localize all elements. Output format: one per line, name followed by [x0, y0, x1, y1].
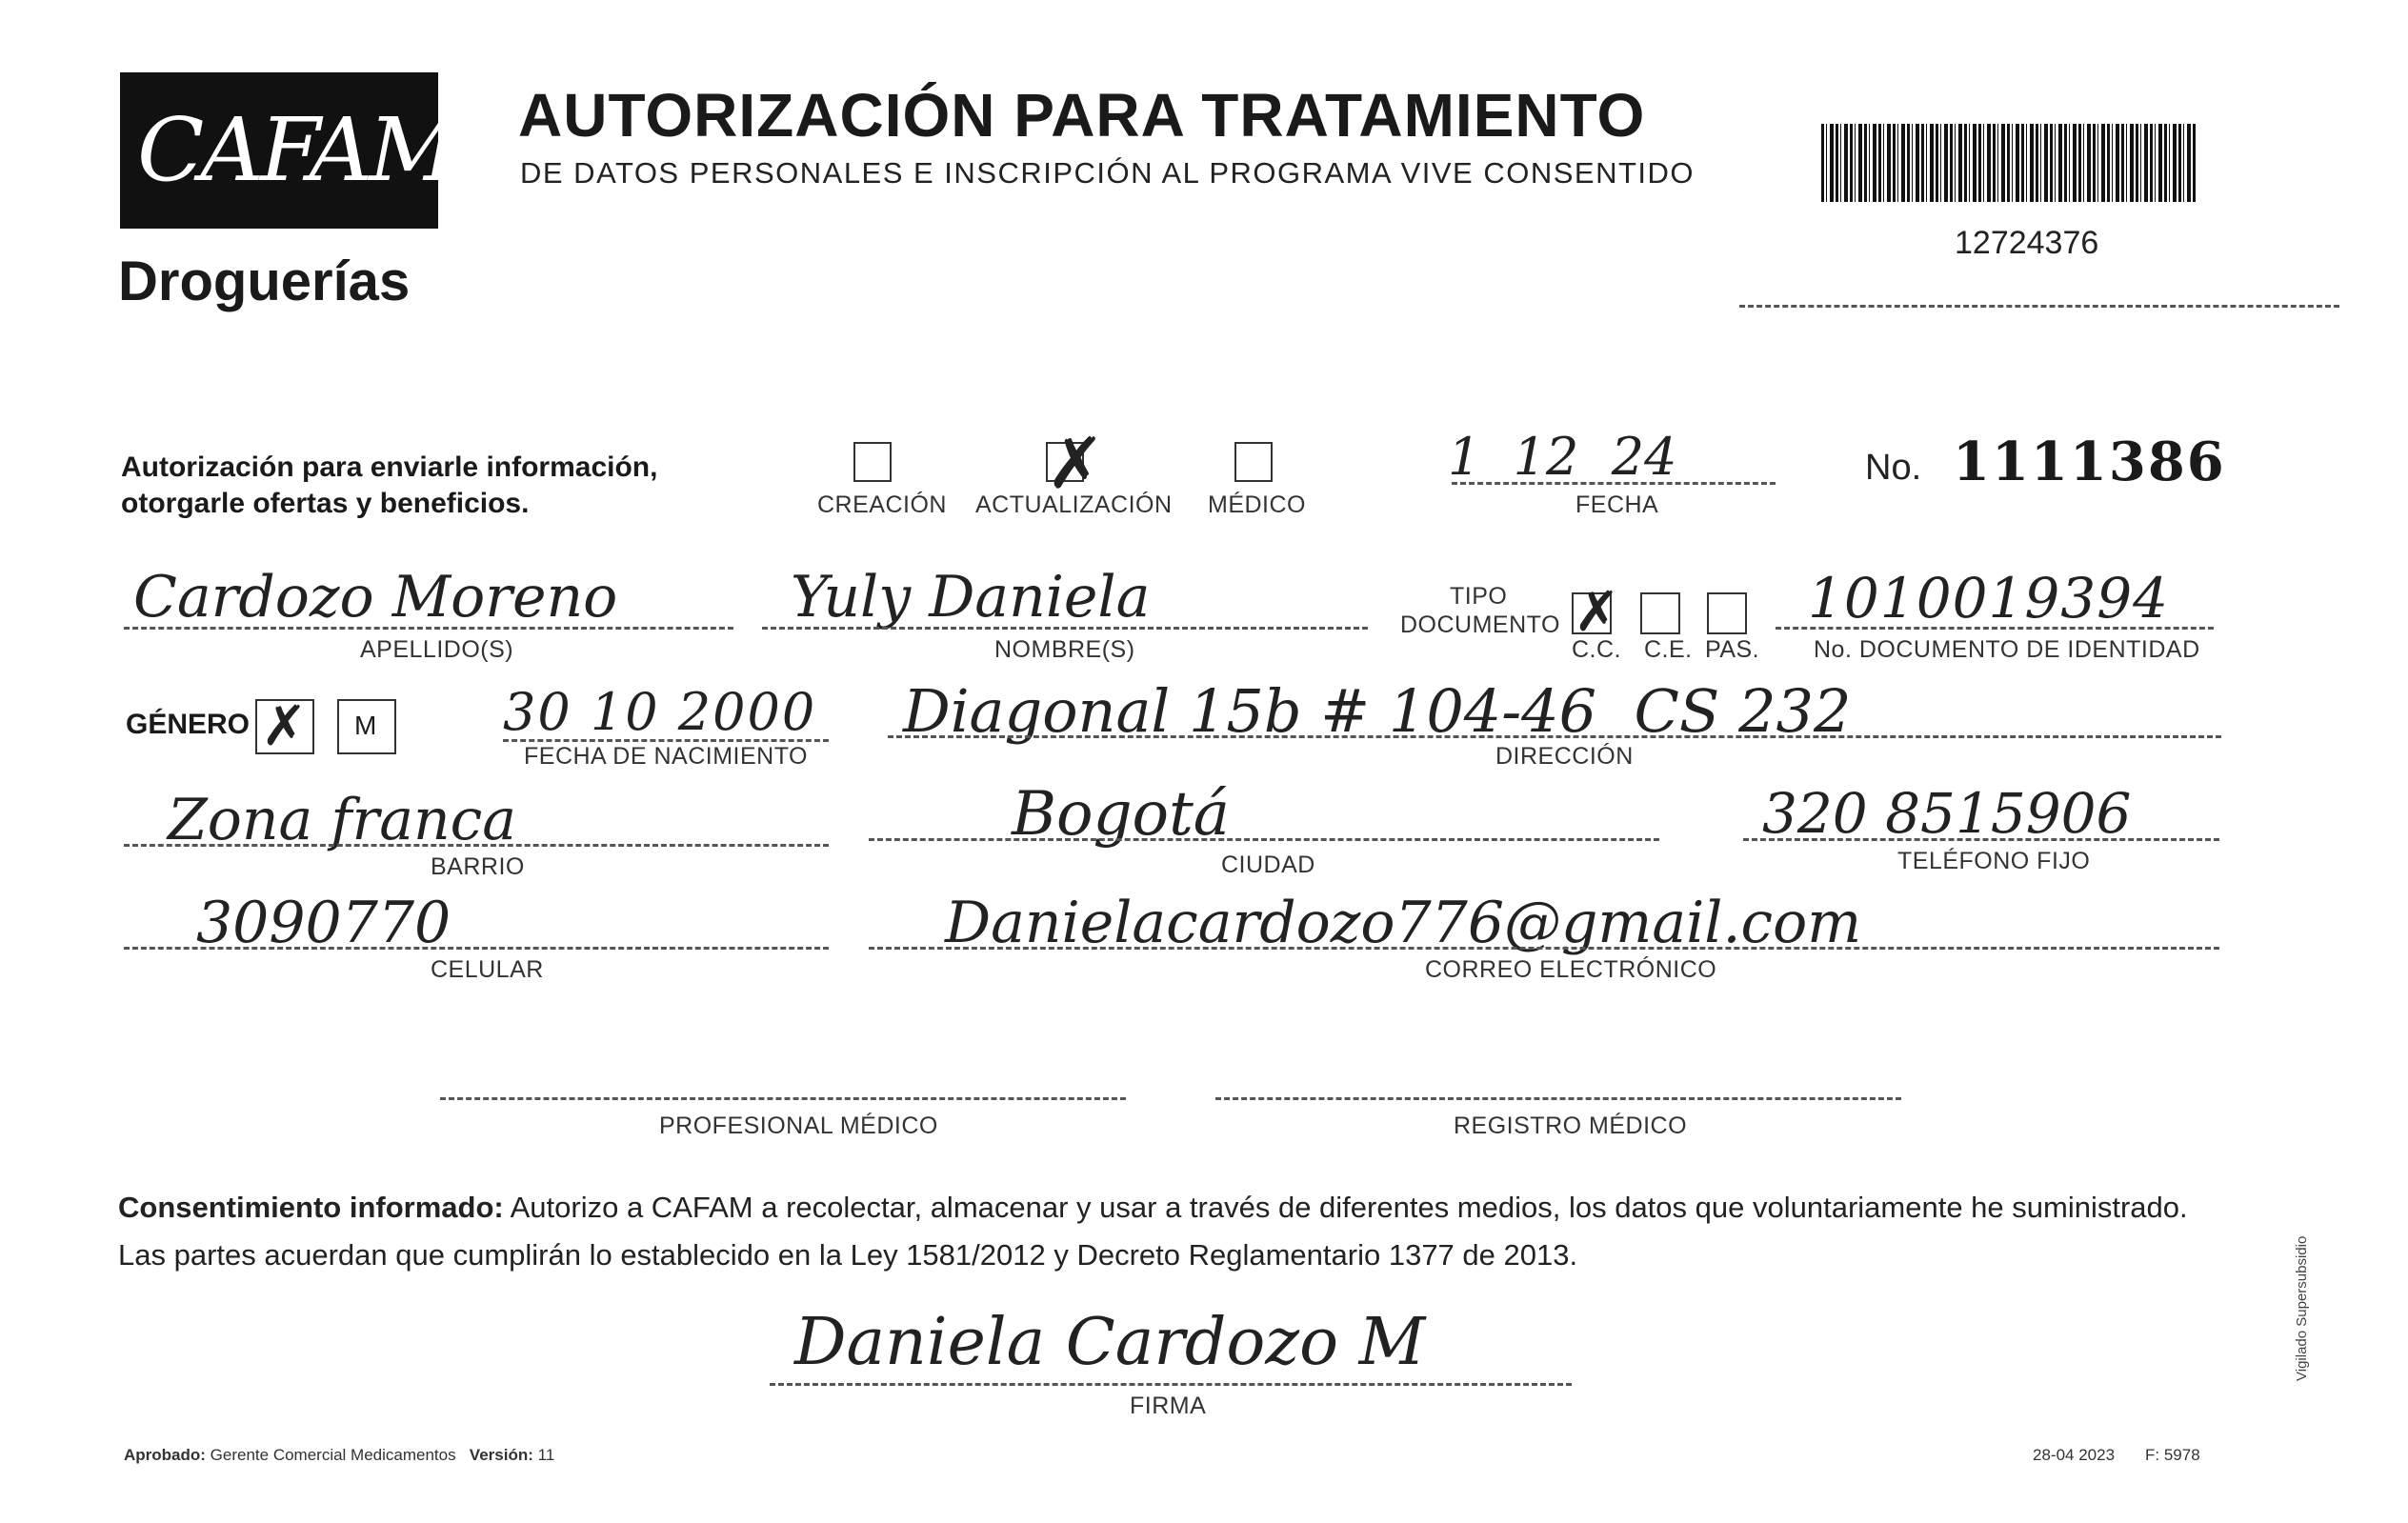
- gender-f-mark: ✗: [261, 693, 308, 758]
- consent-line-1: [118, 1191, 2188, 1225]
- email-line: [869, 947, 2219, 950]
- phone-line: [1743, 838, 2219, 841]
- city-label: CIUDAD: [1221, 852, 1315, 878]
- registry-label: REGISTRO MÉDICO: [1454, 1112, 1688, 1139]
- phone-label: TELÉFONO FIJO: [1897, 848, 2091, 874]
- doc-type-cc-label: C.C.: [1572, 636, 1621, 663]
- logo-text: CAFAM: [137, 99, 455, 201]
- barcode-number: 12724376: [1955, 225, 2099, 261]
- gender-m-letter: M: [354, 711, 377, 740]
- signature-label: FIRMA: [1130, 1393, 1207, 1419]
- doc-type-cc-mark: ✗: [1574, 579, 1620, 644]
- registry-line: [1215, 1097, 1901, 1100]
- barcode-image: [1821, 124, 2197, 202]
- name-value: Yuly Daniela: [791, 564, 1151, 631]
- doc-type-label-1: TIPO: [1450, 583, 1508, 610]
- neighborhood-label: BARRIO: [431, 853, 525, 880]
- authorization-text-line2: otorgarle ofertas y beneficios.: [121, 488, 530, 519]
- creation-checkbox[interactable]: [853, 442, 892, 482]
- approved-label: Aprobado:: [124, 1446, 206, 1464]
- form-subtitle: DE DATOS PERSONALES E INSCRIPCIÓN AL PROGRAMA VIVE CONSENTIDO: [520, 156, 1696, 190]
- version-value: 11: [537, 1446, 555, 1464]
- authorization-text-line1: Autorización para enviarle información,: [121, 451, 658, 483]
- date-value: 1 12 24: [1448, 427, 1677, 487]
- consent-text-line2: Las partes acuerdan que cumplirán lo establecido en la Ley 1581/2012 y Decreto Reglamentario 1377 de 2013.: [118, 1238, 1578, 1272]
- barcode-underline: [1739, 305, 2339, 308]
- phone-value: 320 8515906: [1762, 781, 2132, 846]
- birth-date-label: FECHA DE NACIMIENTO: [524, 743, 808, 770]
- consent-text-line1: Autorizo a CAFAM a recolectar, almacenar y usar a través de diferentes medios, los datos que voluntariamente he suministrado.: [503, 1191, 2188, 1224]
- address-label: DIRECCIÓN: [1495, 743, 1634, 770]
- date-label: FECHA: [1575, 491, 1659, 518]
- doc-type-pas-label: PAS.: [1705, 636, 1760, 663]
- neighborhood-value: Zona franca: [168, 787, 516, 853]
- doc-number-line: [1776, 627, 2214, 630]
- footer-code: F: 5978: [2145, 1446, 2200, 1464]
- side-vertical-text: Vigilado Supersubsidio: [2294, 1235, 2310, 1381]
- approved-value: Gerente Comercial Medicamentos: [210, 1446, 456, 1464]
- cafam-logo: [120, 72, 455, 229]
- version-label: Versión:: [469, 1446, 533, 1464]
- footer-date: 28-04 2023: [2033, 1446, 2116, 1464]
- birth-date-line: [503, 739, 829, 742]
- footer-approval: [124, 1446, 554, 1465]
- doc-number-value: 1010019394: [1808, 566, 2170, 631]
- address-value: Diagonal 15b # 104-46 CS 232: [903, 676, 1852, 746]
- signature-value: Daniela Cardozo M: [794, 1305, 1426, 1380]
- mobile-value: 3090770: [196, 890, 452, 956]
- doc-type-pas-checkbox[interactable]: [1707, 592, 1747, 634]
- name-label: NOMBRE(S): [994, 636, 1135, 663]
- update-check-mark: ✗: [1046, 423, 1106, 505]
- email-value: Danielacardozo776@gmail.com: [945, 890, 1862, 956]
- form-number: 1111386: [1953, 431, 2226, 493]
- signature-line: [770, 1383, 1572, 1386]
- gender-label: GÉNERO: [126, 709, 251, 740]
- form-number-prefix: No.: [1865, 448, 1922, 488]
- surname-value: Cardozo Moreno: [133, 564, 618, 631]
- city-value: Bogotá: [1012, 779, 1230, 850]
- brand-subtitle: Droguerías: [118, 250, 411, 312]
- medical-checkbox[interactable]: [1234, 442, 1273, 482]
- birth-date-value: 30 10 2000: [503, 682, 817, 742]
- address-line: [888, 735, 2221, 738]
- mobile-line: [124, 947, 829, 950]
- creation-label: CREACIÓN: [817, 491, 947, 518]
- surname-label: APELLIDO(S): [360, 636, 514, 663]
- doctor-line: [440, 1097, 1126, 1100]
- date-line: [1452, 482, 1776, 485]
- neighborhood-line: [124, 844, 829, 847]
- doctor-label: PROFESIONAL MÉDICO: [659, 1112, 938, 1139]
- city-line: [869, 838, 1659, 841]
- doc-type-ce-label: C.E.: [1644, 636, 1693, 663]
- doc-type-label-2: DOCUMENTO: [1400, 611, 1560, 638]
- mobile-label: CELULAR: [431, 956, 544, 983]
- name-line: [762, 627, 1368, 630]
- surname-line: [124, 627, 733, 630]
- form-title: AUTORIZACIÓN PARA TRATAMIENTO: [518, 81, 1646, 150]
- update-label: ACTUALIZACIÓN: [975, 491, 1173, 518]
- email-label: CORREO ELECTRÓNICO: [1425, 956, 1717, 983]
- consent-bold-lead: Consentimiento informado:: [118, 1191, 504, 1224]
- medical-label: MÉDICO: [1208, 491, 1306, 518]
- doc-type-ce-checkbox[interactable]: [1640, 592, 1680, 634]
- doc-number-label: No. DOCUMENTO DE IDENTIDAD: [1814, 636, 2200, 663]
